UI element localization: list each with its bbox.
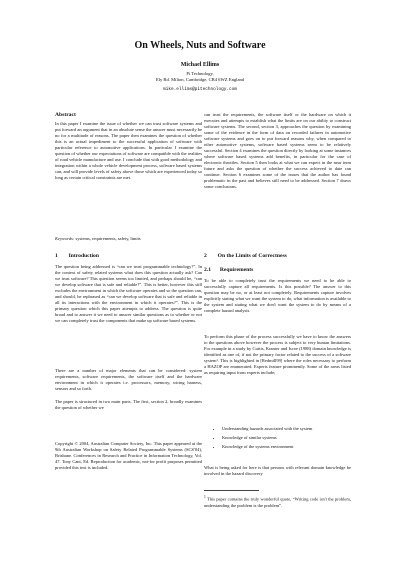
structure-continuation	[204, 112, 351, 190]
copyright-notice	[55, 441, 202, 471]
footnote-rule	[204, 490, 351, 491]
intro-heading-text: Introduction	[68, 253, 99, 259]
requirements-paragraph-3	[204, 465, 351, 477]
continuation-text: can trust the requirements, the software itself or the hardware on which it executes and attempts to establish what the limits are on our ability to construct software systems. The second, section 3, approaches the question by examining some of the evidence in the form of data on recorded failures in automotive software systems and goes on to put forward reasons why, when compared to other automotive systems, software based systems seem to be relatively successful. Section 4 examines the question directly by looking at some instances where software based systems add benefits, in particular for the case of electronic throttles. Section 5 then looks at what we can expect in the near term future and asks the question of whether the success achieved to date can continue. Section 6 examines some of the issues that the author has found problematic in the past and believes still need to be addressed. Section 7 draws some conclusions.	[204, 112, 351, 189]
keywords-label: Keywords:	[55, 236, 75, 241]
section-2-heading	[204, 253, 351, 259]
affiliation-line-1: Pi Technology,	[186, 71, 214, 76]
keywords-line	[55, 236, 202, 242]
author-email[interactable]: mike.ellims@pitechnology.com	[163, 87, 237, 92]
list-item: • Knowledge of the systems environment	[222, 444, 351, 450]
section-2-1-number: 2.1	[204, 267, 211, 273]
intro-text-1: The question being addressed is “can we trust programmable technology?”. In the context of safety related systems what does this question actually ask? Can we trust software? This question seems too limited, and perhaps should be, “can we develop software that is safe and reliable?”. This is better, however this still excludes the environment in which the software operates and so the question can, and should, be rephrased as “can we develop software that is safe and reliable in all its interactions with the environment in which it operates?”. This is the primary question which this paper attempts to address. The question is quite broad and to answer it we need to answer similar questions as to whether or not we can completely trust the components that make up software based systems.	[55, 264, 202, 323]
section-2-1-heading	[204, 267, 351, 273]
intro-text-2: There are a number of major elements that can be considered: system requirements, software requirements, the software itself and the hardware environment in which it operates i.e. processors, memory, wiring harness, sensors and so forth.	[55, 368, 202, 391]
list-item: • Understanding hazards associated with the system	[222, 426, 351, 432]
keywords-list: systems, requirements, safety, limits	[75, 236, 141, 241]
footnote-marker: 1	[204, 495, 206, 499]
requirements-text-3: What is being asked for here is that persons with relevant domain knowledge be involved in the hazard discovery	[204, 465, 351, 476]
footnote-text: This paper contains the truly wonderful quote, “Writing code isn't the problem, understanding the problem is the problem”.	[204, 496, 352, 508]
abstract-section	[55, 112, 202, 118]
intro-heading-number: 1	[55, 253, 58, 259]
experts-list	[204, 426, 351, 453]
abstract-text: In this paper I examine the issue of whether we can trust software systems and put forward an argument that in an absolute sense the answer must necessarily be no for a multitude of reasons. The paper then examines the question of whether this is an actual impediment to the successful application of software with particular reference to automotive applications. In particular I examine the question of whether our expectations of software are compatible with the realities of road vehicle manufacture and use. I conclude that with good methodology and integration within a whole vehicle development process, software based systems can, and will provide levels of safety above those which are experienced today so long as certain critical constraints are met.	[55, 121, 202, 180]
requirements-text-1: To be able to completely trust the requirements we need to be able to successfully capture all requirements. Is this possible? The answer to this question may be no, or at least not completely. Requirements capture involves explicitly stating what we want the system to do, what information is available to the system and stating what we don't want the system to do by means of a complete hazard analysis.	[204, 278, 351, 313]
intro-paragraph-2	[55, 368, 202, 392]
section-2-title: On the Limits of Correctness	[217, 253, 287, 259]
affiliation-line-2: Ely Rd. Milton, Cambridge, CB4 6WZ England	[155, 77, 245, 82]
intro-text-3: The paper is structured in two main parts. The first, section 2, broadly examines the question of whether we	[55, 399, 202, 410]
intro-paragraph-3	[55, 399, 202, 411]
abstract-body	[55, 121, 202, 181]
section-2-number: 2	[204, 253, 207, 259]
abstract-heading: Abstract	[55, 112, 76, 118]
footnote	[204, 494, 351, 509]
intro-paragraph-1	[55, 264, 202, 324]
paper-title: On Wheels, Nuts and Software	[134, 40, 266, 51]
requirements-text-2: To perform this phase of the process successfully we have to know the answers to the questions above however the process is subject to very human limitations. For example in a study by Curtis, Kramer and Iscoe (1988) domain knowledge is identified as one of, if not the primary factor related to the success of a software system¹. This is highlighted in [Redmill99] where the roles necessary to perform a HAZOP are enumerated. Experts feature prominently. Some of the areas listed as requiring input from experts include;	[204, 334, 351, 375]
author-name: Michael Ellims	[180, 62, 220, 68]
requirements-paragraph-2	[204, 334, 351, 376]
requirements-paragraph-1	[204, 278, 351, 314]
intro-heading	[55, 253, 202, 259]
section-2-1-title: Requirements	[219, 267, 254, 273]
copyright-text: Copyright © 2004, Australian Computer Society, Inc. This paper appeared at the 9th Australian Workshop on Safety Related Programmable Systems (SCS'04), Brisbane. Conferences in Research and Practice in Information Technology, Vol. 47. Tony Cant, Ed. Reproduction for academic, not-for profit purposes permitted provided this text is included.	[55, 441, 202, 470]
list-item: • Knowledge of similar systems	[222, 435, 351, 441]
